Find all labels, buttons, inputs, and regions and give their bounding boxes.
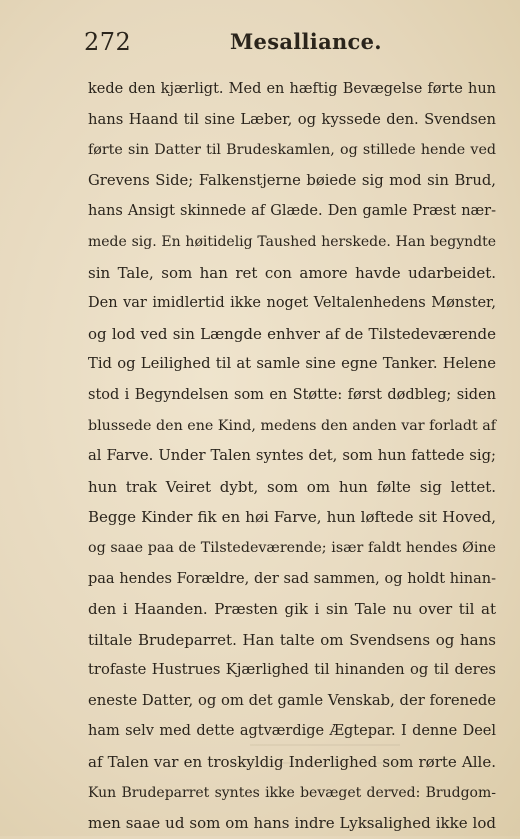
text-line: trofaste Hustrues Kjærlighed til hinanden og til deres [88,661,496,679]
text-line: hun trak Veiret dybt, som om hun følte sig lettet. [88,477,496,496]
text-line: kede den kjærligt. Med en hæftig Bevægelse førte hun [88,81,496,97]
running-title: Mesalliance. [230,29,382,54]
text-line: af Talen var en troskyldig Inderlighed som rørte Alle. [88,753,496,772]
text-line: men saae ud som om hans indre Lyksalighed ikke lod [88,814,496,833]
text-line: hans Haand til sine Læber, og kyssede den. Svendsen [88,110,496,128]
text-line: mede sig. En høitidelig Taushed herskede. Han begyndte [88,233,496,250]
text-line: hans Ansigt skinnede af Glæde. Den gamle Præst nær- [88,203,496,220]
text-line: paa hendes Forældre, der sad sammen, og holdt hinan- [88,570,496,587]
text-line: den i Haanden. Præsten gik i sin Tale nu over til at [88,600,496,619]
text-line: stod i Begyndelsen som en Støtte: først dødbleg; siden [88,386,496,403]
text-line: blussede den ene Kind, medens den anden var forladt af [88,417,496,434]
text-line: Tid og Leilighed til at samle sine egne Tanker. Helene [88,355,496,373]
text-line: tiltale Brudeparret. Han talte om Svendsens og hans [88,630,496,649]
text-line: sin Tale, som han ret con amore havde udarbeidet. [88,263,496,282]
body-text [88,74,496,839]
text-line: og saae paa de Tilstedeværende; især faldt hendes Øine [88,539,496,556]
text-line: førte sin Datter til Brudeskamlen, og stillede hende ved [88,142,496,159]
text-line: Kun Brudeparret syntes ikke bevæget derved: Brudgom- [88,784,496,801]
page-header [84,22,440,62]
text-line: Grevens Side; Falkenstjerne bøiede sig mod sin Brud, [88,171,496,189]
text-line: og lod ved sin Længde enhver af de Tilstedeværende [88,324,496,343]
text-line: Den var imidlertid ikke noget Veltalenhedens Mønster, [88,295,496,312]
text-line: Begge Kinder fik en høi Farve, hun løftede sit Hoved, [88,508,496,527]
text-line: ham selv med dette agtværdige Ægtepar. I denne Deel [88,723,496,740]
text-line: eneste Datter, og om det gamle Venskab, der forenede [88,691,496,709]
text-line: al Farve. Under Talen syntes det, som hun fattede sig; [88,447,496,465]
page-number: 272 [84,28,132,56]
